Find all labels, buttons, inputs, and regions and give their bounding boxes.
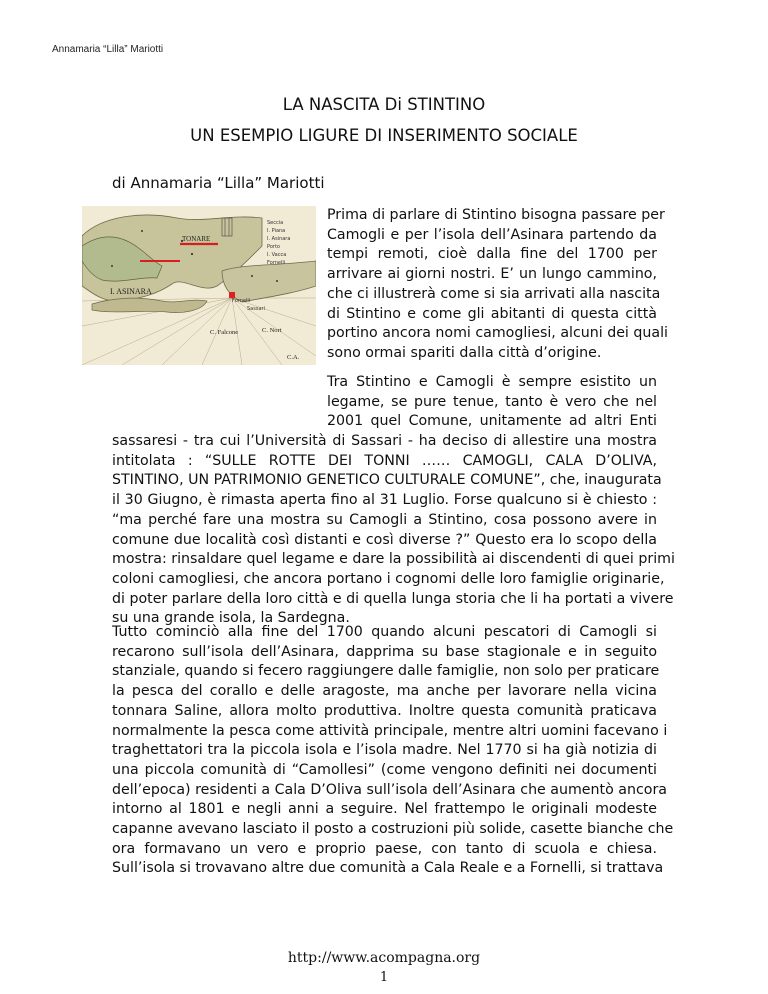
text-line: mostra: rinsaldare quel legame e dare la possibilità ai discendenti di quei primi [112, 551, 675, 568]
map-label-falcone: C. Falcone [210, 329, 239, 336]
svg-text:Fornelli: Fornelli [232, 298, 251, 304]
svg-text:I. Vacca: I. Vacca [267, 252, 287, 258]
text-line: tempi remoti, cioè dalla fine del 1700 per [327, 246, 657, 263]
text-line: dell’epoca) residenti a Cala D’Oliva sull’isola dell’Asinara che aumentò ancora [112, 781, 667, 798]
footer-link[interactable]: http://www.acompagna.org [287, 950, 481, 966]
map-label-asinara: I. ASINARA [110, 287, 152, 296]
map-label-ca: C.A. [287, 354, 300, 361]
text-line: tonnara Saline, allora molto produttiva. Inoltre questa comunità praticava [112, 702, 657, 719]
map-label-tonara: TONARE [182, 235, 211, 243]
text-line: Tra Stintino e Camogli è sempre esistito un [327, 374, 657, 390]
text-line: una piccola comunità di “Camollesi” (come vengono definiti nei documenti [112, 761, 657, 778]
svg-text:Seccia: Seccia [267, 220, 284, 226]
svg-text:I. Asinara: I. Asinara [267, 236, 291, 242]
text-line: 2001 quel Comune, unitamente ad altri Enti [327, 413, 657, 430]
text-line: intorno al 1801 e negli anni a seguire. Nel frattempo le originali modeste [112, 801, 657, 818]
text-line: capanne avevano lasciato il posto a costruzioni più solide, casette bianche che [112, 821, 674, 838]
text-line: sassaresi - tra cui l’Università di Sassari - ha deciso di allestire una mostra [112, 433, 657, 449]
text-line: su una grande isola, la Sardegna. [112, 610, 350, 627]
paragraph-3 [112, 623, 674, 879]
svg-text:Fornelli: Fornelli [267, 260, 286, 266]
text-line: Tutto cominciò alla fine del 1700 quando alcuni pescatori di Camogli si [112, 624, 657, 640]
text-line: sono ormai spariti dalla città d’origine. [327, 344, 602, 361]
text-line: ora formavano un vero e proprio paese, con tanto di scuola e chiesa. [112, 840, 657, 857]
page-number: 1 [379, 970, 389, 985]
map-label-north: C. Nort [262, 327, 282, 334]
text-line: coloni camogliesi, che ancora portano i cognomi delle loro famiglie originarie, [112, 570, 665, 587]
running-header: Annamaria “Lilla” Mariotti [52, 44, 164, 55]
svg-text:I. Piana: I. Piana [267, 228, 286, 234]
text-line: Prima di parlare di Stintino bisogna passare per [327, 207, 665, 223]
svg-text:Sassari: Sassari [247, 306, 265, 312]
text-line: normalmente la pesca come attività principale, mentre altri uomini facevano i [112, 722, 668, 739]
title-line-1: LA NASCITA Di STINTINO [282, 95, 486, 114]
svg-text:Porto: Porto [267, 244, 280, 250]
text-line: Camogli e per l’isola dell’Asinara partendo da [327, 226, 657, 243]
text-line: la pesca del corallo e delle aragoste, ma anche per lavorare nella vicina [112, 683, 657, 700]
text-line: traghettatori tra la piccola isola e l’isola madre. Nel 1770 si ha già notizia di [112, 742, 657, 759]
byline: di Annamaria “Lilla” Mariotti [112, 174, 325, 192]
text-line: comune due località così distanti e così diverse ?” Questo era lo scopo della [112, 531, 657, 548]
text-line: intitolata : “SULLE ROTTE DEI TONNI …… CAMOGLI, CALA D’OLIVA, [112, 452, 657, 469]
text-line: portino ancora nomi camogliesi, alcuni dei quali [327, 325, 668, 342]
text-line: legame, se pure tenue, tanto è vero che nel [327, 393, 657, 410]
paragraph-2 [112, 432, 675, 629]
text-line: recarono sull’isola dell’Asinara, dapprima su base stagionale e in seguito [112, 643, 657, 660]
text-line: il 30 Giugno, è rimasta aperta fino al 31 Luglio. Forse qualcuno si è chiesto : [112, 492, 657, 509]
paragraph-1 [327, 206, 668, 364]
text-line: di Stintino e come gli abitanti di questa città [327, 305, 657, 322]
text-line: STINTINO, UN PATRIMONIO GENETICO CULTURALE COMUNE”, che, inaugurata [112, 472, 662, 489]
text-line: arrivare ai giorni nostri. E’ un lungo cammino, [327, 266, 657, 283]
historical-map-image [82, 206, 316, 365]
text-line: Sull’isola si trovavano altre due comunità a Cala Reale e a Fornelli, si trattava [112, 860, 664, 877]
paragraph-2-side [327, 373, 657, 432]
title-line-2: UN ESEMPIO LIGURE DI INSERIMENTO SOCIALE [190, 126, 578, 145]
text-line: di poter parlare della loro città e di quella lunga storia che li ha portati a vivere [112, 590, 674, 607]
text-line: “ma perché fare una mostra su Camogli a Stintino, cosa possono avere in [112, 511, 657, 528]
text-line: stanziale, quando si fecero raggiungere dalle famiglie, non solo per praticare [112, 663, 660, 680]
text-line: che ci illustrerà come si sia arrivati alla nascita [327, 285, 661, 302]
